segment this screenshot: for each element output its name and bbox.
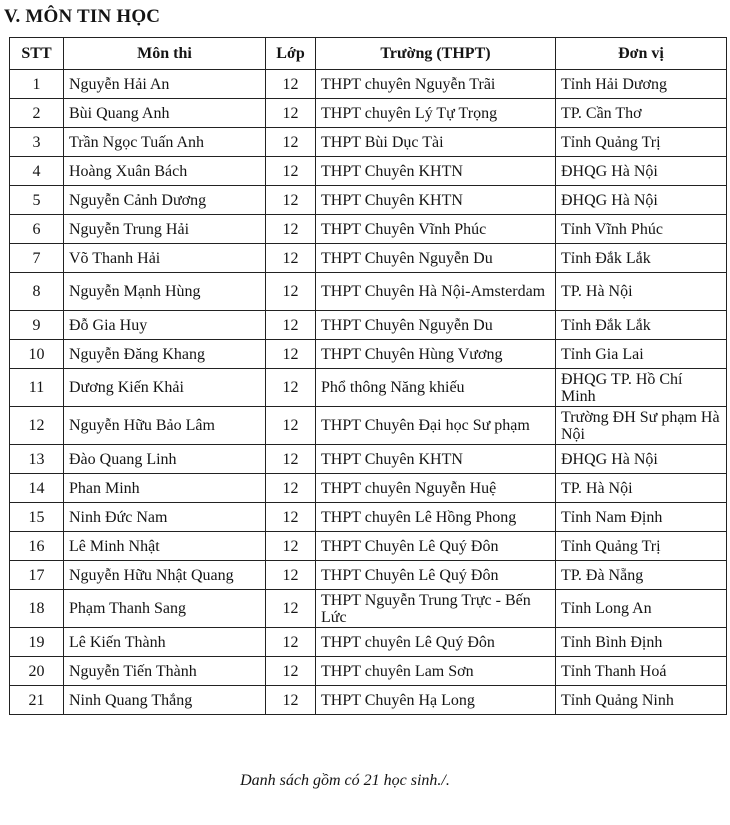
cell-unit: Tỉnh Gia Lai xyxy=(556,340,727,369)
cell-stt: 4 xyxy=(10,157,64,186)
cell-stt: 11 xyxy=(10,369,64,407)
cell-stt: 5 xyxy=(10,186,64,215)
table-row xyxy=(10,628,727,657)
cell-grade: 12 xyxy=(266,273,316,311)
table-row xyxy=(10,128,727,157)
cell-unit: TP. Cần Thơ xyxy=(556,99,727,128)
table-row xyxy=(10,244,727,273)
table-row xyxy=(10,474,727,503)
cell-name: Trần Ngọc Tuấn Anh xyxy=(64,128,266,157)
cell-name: Nguyễn Đăng Khang xyxy=(64,340,266,369)
cell-unit: Tỉnh Long An xyxy=(556,590,727,628)
cell-school: THPT Chuyên Lê Quý Đôn xyxy=(316,561,556,590)
cell-school: THPT Chuyên KHTN xyxy=(316,157,556,186)
cell-stt: 12 xyxy=(10,407,64,445)
cell-name: Hoàng Xuân Bách xyxy=(64,157,266,186)
cell-grade: 12 xyxy=(266,340,316,369)
header-unit: Đơn vị xyxy=(556,38,727,70)
cell-name: Nguyễn Hải An xyxy=(64,70,266,99)
cell-unit: Tỉnh Quảng Trị xyxy=(556,128,727,157)
cell-stt: 16 xyxy=(10,532,64,561)
cell-name: Lê Minh Nhật xyxy=(64,532,266,561)
cell-name: Nguyễn Cảnh Dương xyxy=(64,186,266,215)
cell-grade: 12 xyxy=(266,407,316,445)
cell-stt: 17 xyxy=(10,561,64,590)
table-row xyxy=(10,369,727,407)
cell-name: Ninh Đức Nam xyxy=(64,503,266,532)
cell-name: Bùi Quang Anh xyxy=(64,99,266,128)
cell-stt: 14 xyxy=(10,474,64,503)
footer-note: Danh sách gồm có 21 học sinh./. xyxy=(240,772,450,789)
cell-unit: TP. Đà Nẵng xyxy=(556,561,727,590)
cell-grade: 12 xyxy=(266,244,316,273)
cell-school: THPT chuyên Nguyễn Trãi xyxy=(316,70,556,99)
cell-unit: Tỉnh Thanh Hoá xyxy=(556,657,727,686)
table-row xyxy=(10,99,727,128)
table-row xyxy=(10,407,727,445)
cell-grade: 12 xyxy=(266,628,316,657)
section-title: V. MÔN TIN HỌC xyxy=(4,6,161,27)
cell-unit: TP. Hà Nội xyxy=(556,273,727,311)
cell-grade: 12 xyxy=(266,186,316,215)
cell-unit: Tỉnh Bình Định xyxy=(556,628,727,657)
cell-stt: 19 xyxy=(10,628,64,657)
cell-school: THPT Chuyên KHTN xyxy=(316,445,556,474)
cell-school: THPT chuyên Lam Sơn xyxy=(316,657,556,686)
cell-grade: 12 xyxy=(266,311,316,340)
table-row xyxy=(10,686,727,715)
cell-name: Nguyễn Tiến Thành xyxy=(64,657,266,686)
cell-school: THPT Nguyễn Trung Trực - Bến Lức xyxy=(316,590,556,628)
cell-school: THPT chuyên Lý Tự Trọng xyxy=(316,99,556,128)
cell-unit: Tỉnh Nam Định xyxy=(556,503,727,532)
table-row xyxy=(10,445,727,474)
cell-stt: 21 xyxy=(10,686,64,715)
cell-grade: 12 xyxy=(266,70,316,99)
cell-grade: 12 xyxy=(266,503,316,532)
cell-unit: Tỉnh Đắk Lắk xyxy=(556,311,727,340)
cell-school: THPT Chuyên Lê Quý Đôn xyxy=(316,532,556,561)
cell-unit: ĐHQG TP. Hồ Chí Minh xyxy=(556,369,727,407)
cell-stt: 8 xyxy=(10,273,64,311)
cell-name: Phạm Thanh Sang xyxy=(64,590,266,628)
cell-name: Võ Thanh Hải xyxy=(64,244,266,273)
table-row xyxy=(10,590,727,628)
cell-school: THPT Chuyên Vĩnh Phúc xyxy=(316,215,556,244)
cell-grade: 12 xyxy=(266,474,316,503)
cell-stt: 10 xyxy=(10,340,64,369)
table-row xyxy=(10,340,727,369)
cell-school: THPT chuyên Nguyễn Huệ xyxy=(316,474,556,503)
cell-unit: TP. Hà Nội xyxy=(556,474,727,503)
cell-name: Ninh Quang Thắng xyxy=(64,686,266,715)
cell-grade: 12 xyxy=(266,369,316,407)
cell-unit: Trường ĐH Sư phạm Hà Nội xyxy=(556,407,727,445)
cell-school: THPT Chuyên KHTN xyxy=(316,186,556,215)
cell-name: Lê Kiến Thành xyxy=(64,628,266,657)
cell-unit: Tỉnh Vĩnh Phúc xyxy=(556,215,727,244)
student-table xyxy=(9,37,727,715)
cell-grade: 12 xyxy=(266,590,316,628)
cell-grade: 12 xyxy=(266,561,316,590)
table-row xyxy=(10,561,727,590)
cell-name: Nguyễn Hữu Bảo Lâm xyxy=(64,407,266,445)
cell-unit: ĐHQG Hà Nội xyxy=(556,186,727,215)
cell-school: THPT Chuyên Nguyễn Du xyxy=(316,244,556,273)
cell-grade: 12 xyxy=(266,128,316,157)
table-row xyxy=(10,215,727,244)
cell-name: Nguyễn Mạnh Hùng xyxy=(64,273,266,311)
cell-school: THPT Chuyên Hà Nội-Amsterdam xyxy=(316,273,556,311)
cell-stt: 9 xyxy=(10,311,64,340)
cell-unit: ĐHQG Hà Nội xyxy=(556,157,727,186)
table-row xyxy=(10,657,727,686)
cell-stt: 2 xyxy=(10,99,64,128)
cell-school: THPT Chuyên Nguyễn Du xyxy=(316,311,556,340)
cell-unit: ĐHQG Hà Nội xyxy=(556,445,727,474)
cell-stt: 13 xyxy=(10,445,64,474)
cell-stt: 6 xyxy=(10,215,64,244)
cell-grade: 12 xyxy=(266,532,316,561)
cell-grade: 12 xyxy=(266,445,316,474)
cell-school: THPT Chuyên Đại học Sư phạm xyxy=(316,407,556,445)
cell-school: THPT chuyên Lê Hồng Phong xyxy=(316,503,556,532)
cell-stt: 7 xyxy=(10,244,64,273)
header-grade: Lớp xyxy=(266,38,316,70)
cell-name: Phan Minh xyxy=(64,474,266,503)
cell-school: THPT chuyên Lê Quý Đôn xyxy=(316,628,556,657)
cell-school: THPT Bùi Dục Tài xyxy=(316,128,556,157)
cell-name: Đỗ Gia Huy xyxy=(64,311,266,340)
cell-unit: Tỉnh Hải Dương xyxy=(556,70,727,99)
cell-grade: 12 xyxy=(266,686,316,715)
header-school: Trường (THPT) xyxy=(316,38,556,70)
cell-grade: 12 xyxy=(266,657,316,686)
cell-grade: 12 xyxy=(266,215,316,244)
cell-school: THPT Chuyên Hạ Long xyxy=(316,686,556,715)
cell-name: Nguyễn Trung Hải xyxy=(64,215,266,244)
table-row xyxy=(10,273,727,311)
cell-grade: 12 xyxy=(266,157,316,186)
cell-school: Phổ thông Năng khiếu xyxy=(316,369,556,407)
cell-stt: 20 xyxy=(10,657,64,686)
cell-unit: Tỉnh Quảng Ninh xyxy=(556,686,727,715)
cell-name: Dương Kiến Khải xyxy=(64,369,266,407)
cell-name: Đào Quang Linh xyxy=(64,445,266,474)
table-row xyxy=(10,503,727,532)
header-stt: STT xyxy=(10,38,64,70)
table-row xyxy=(10,157,727,186)
cell-school: THPT Chuyên Hùng Vương xyxy=(316,340,556,369)
cell-unit: Tỉnh Đắk Lắk xyxy=(556,244,727,273)
cell-name: Nguyễn Hữu Nhật Quang xyxy=(64,561,266,590)
table-row xyxy=(10,311,727,340)
header-subject: Môn thi xyxy=(64,38,266,70)
cell-stt: 1 xyxy=(10,70,64,99)
table-row xyxy=(10,532,727,561)
table-row xyxy=(10,186,727,215)
cell-stt: 18 xyxy=(10,590,64,628)
cell-unit: Tỉnh Quảng Trị xyxy=(556,532,727,561)
cell-grade: 12 xyxy=(266,99,316,128)
table-row xyxy=(10,70,727,99)
table-header-row xyxy=(10,38,727,70)
cell-stt: 3 xyxy=(10,128,64,157)
cell-stt: 15 xyxy=(10,503,64,532)
